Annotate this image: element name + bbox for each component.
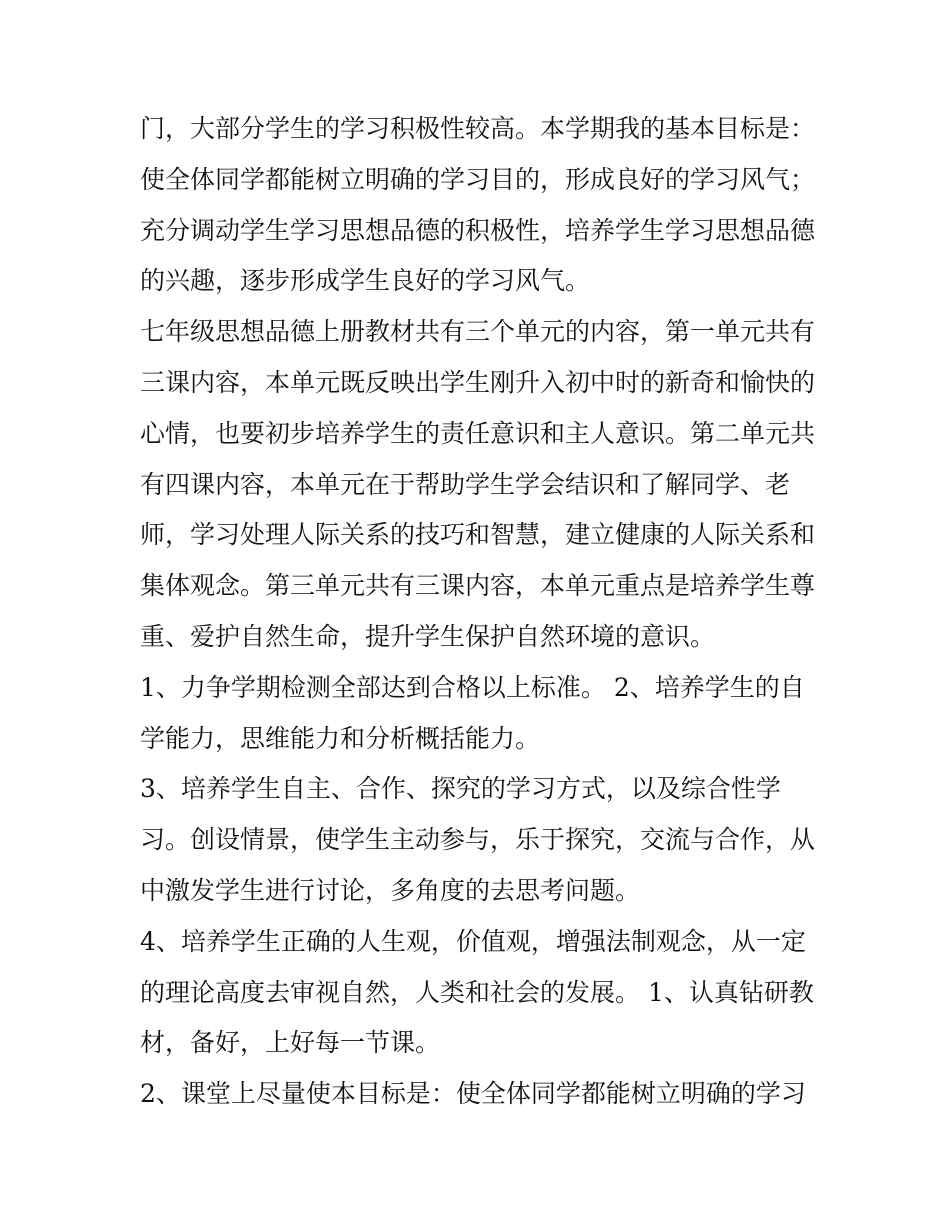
text-line: 习。创设情景，使学生主动参与，乐于探究，交流与合作，从 xyxy=(140,825,816,855)
text-line: 材，备好，上好每一节课。 xyxy=(140,1028,441,1058)
text-line: 的兴趣，逐步形成学生良好的学习风气。 xyxy=(140,266,591,296)
text-line: 4、培养学生正确的人生观，价值观，增强法制观念，从一定 xyxy=(140,926,806,956)
text-line: 1、力争学期检测全部达到合格以上标准。 2、培养学生的自 xyxy=(140,672,805,702)
text-line: 师，学习处理人际关系的技巧和智慧，建立健康的人际关系和 xyxy=(140,520,816,550)
text-line: 七年级思想品德上册教材共有三个单元的内容，第一单元共有 xyxy=(140,317,816,347)
text-line: 心情，也要初步培养学生的责任意识和主人意识。第二单元共 xyxy=(140,418,816,448)
text-line: 的理论高度去审视自然，人类和社会的发展。 1、认真钻研教 xyxy=(140,977,814,1007)
text-line: 2、课堂上尽量使本目标是：使全体同学都能树立明确的学习 xyxy=(140,1079,806,1109)
document-body xyxy=(140,104,820,1120)
text-line: 充分调动学生学习思想品德的积极性，培养学生学习思想品德 xyxy=(140,215,816,245)
text-line: 集体观念。第三单元共有三课内容，本单元重点是培养学生尊 xyxy=(140,571,816,601)
text-line: 重、爱护自然生命，提升学生保护自然环境的意识。 xyxy=(140,621,716,651)
text-line: 使全体同学都能树立明确的学习目的，形成良好的学习风气； xyxy=(140,164,816,194)
text-line: 中激发学生进行讨论，多角度的去思考问题。 xyxy=(140,875,641,905)
text-line: 三课内容，本单元既反映出学生刚升入初中时的新奇和愉快的 xyxy=(140,367,816,397)
text-line: 门，大部分学生的学习积极性较高。本学期我的基本目标是： xyxy=(140,114,816,143)
text-line: 学能力，思维能力和分析概括能力。 xyxy=(140,723,541,753)
text-line: 有四课内容，本单元在于帮助学生学会结识和了解同学、老 xyxy=(140,469,791,499)
text-line: 3、培养学生自主、合作、探究的学习方式，以及综合性学 xyxy=(140,774,781,804)
